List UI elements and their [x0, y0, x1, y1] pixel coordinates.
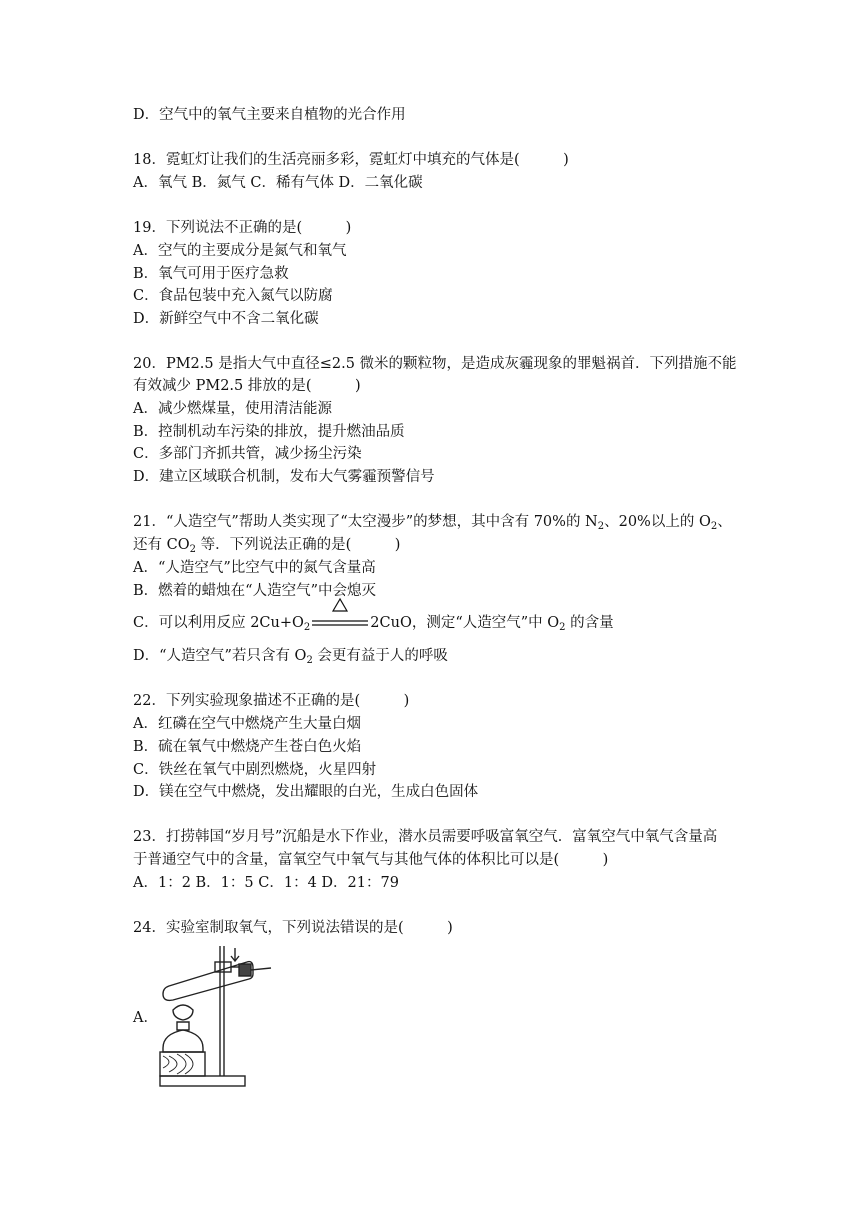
oxygen-apparatus-figure [155, 942, 275, 1092]
q22-option-a: A．红磷在空气中燃烧产生大量白烟 [133, 716, 361, 732]
q18-options: A．氧气 B．氮气 C．稀有气体 D．二氧化碳 [133, 175, 423, 191]
alcohol-lamp-flame [173, 1005, 193, 1020]
q20-option-a: A．减少燃煤量，使用清洁能源 [133, 401, 332, 417]
q23-stem-line2: 于普通空气中的含量，富氧空气中氧气与其他气体的体积比可以是( ) [133, 852, 609, 868]
delta-triangle-icon [310, 597, 370, 633]
q19-option-a: A．空气的主要成分是氮气和氧气 [133, 243, 347, 259]
q21-option-c: C．可以利用反应 $2Cu+O_2$ 2CuO，测定“人造空气”中 $O_2$ 的含量 [133, 613, 614, 633]
q24-option-a-label: A． [133, 1010, 158, 1026]
q20-option-b: B．控制机动车污染的排放，提升燃油品质 [133, 424, 405, 440]
q19-option-c: C．食品包装中充入氮气以防腐 [133, 288, 333, 304]
stand-base [160, 1076, 245, 1086]
q23-stem-line1: 23．打捞韩国“岁月号”沉船是水下作业，潜水员需要呼吸富氧空气．富氧空气中氧气含量高 [133, 829, 718, 845]
q19-option-d: D．新鲜空气中不含二氧化碳 [133, 311, 319, 327]
alcohol-lamp-body [163, 1030, 203, 1052]
q24-stem: 24．实验室制取氧气，下列说法错误的是( ) [133, 920, 453, 936]
q22-stem: 22．下列实验现象描述不正确的是( ) [133, 693, 410, 709]
q17-option-d: D．空气中的氧气主要来自植物的光合作用 [133, 107, 406, 123]
q20-option-c: C．多部门齐抓共管，减少扬尘污染 [133, 446, 362, 462]
q21-option-a: A．“人造空气”比空气中的氮气含量高 [133, 560, 376, 576]
q18-stem: 18．霓虹灯让我们的生活亮丽多彩，霓虹灯中填充的气体是( ) [133, 152, 569, 168]
q23-options: A．1：2 B．1：5 C．1：4 D．21：79 [133, 875, 399, 891]
q20-stem-line1: 20．PM2.5 是指大气中直径≤2.5 微米的颗粒物，是造成灰霾现象的罪魁祸首．下列措施不能 [133, 356, 737, 372]
q21-stem-line2: 还有 $CO_2$ 等．下列说法正确的是( ) [133, 537, 401, 555]
q20-option-d: D．建立区域联合机制，发布大气雾霾预警信号 [133, 469, 435, 485]
heat-reaction-arrow [310, 613, 370, 633]
q19-option-b: B．氧气可用于医疗急救 [133, 266, 289, 282]
wooden-block [160, 1052, 205, 1076]
q19-stem: 19．下列说法不正确的是( ) [133, 220, 352, 236]
q21-option-b: B．燃着的蜡烛在“人造空气”中会熄灭 [133, 583, 376, 599]
q22-option-b: B．硫在氧气中燃烧产生苍白色火焰 [133, 739, 362, 755]
q20-stem-line2: 有效减少 PM2.5 排放的是( ) [133, 378, 361, 394]
q21-stem-line1: 21．“人造空气”帮助人类实现了“太空漫步”的梦想，其中含有 70%的 $N_2$、20%以上的 $O_2$、 [133, 514, 732, 532]
q21-option-d: D．“人造空气”若只含有 $O_2$ 会更有益于人的呼吸 [133, 648, 448, 666]
q22-option-d: D．镁在空气中燃烧，发出耀眼的白光，生成白色固体 [133, 784, 479, 800]
q22-option-c: C．铁丝在氧气中剧烈燃烧，火星四射 [133, 762, 377, 778]
